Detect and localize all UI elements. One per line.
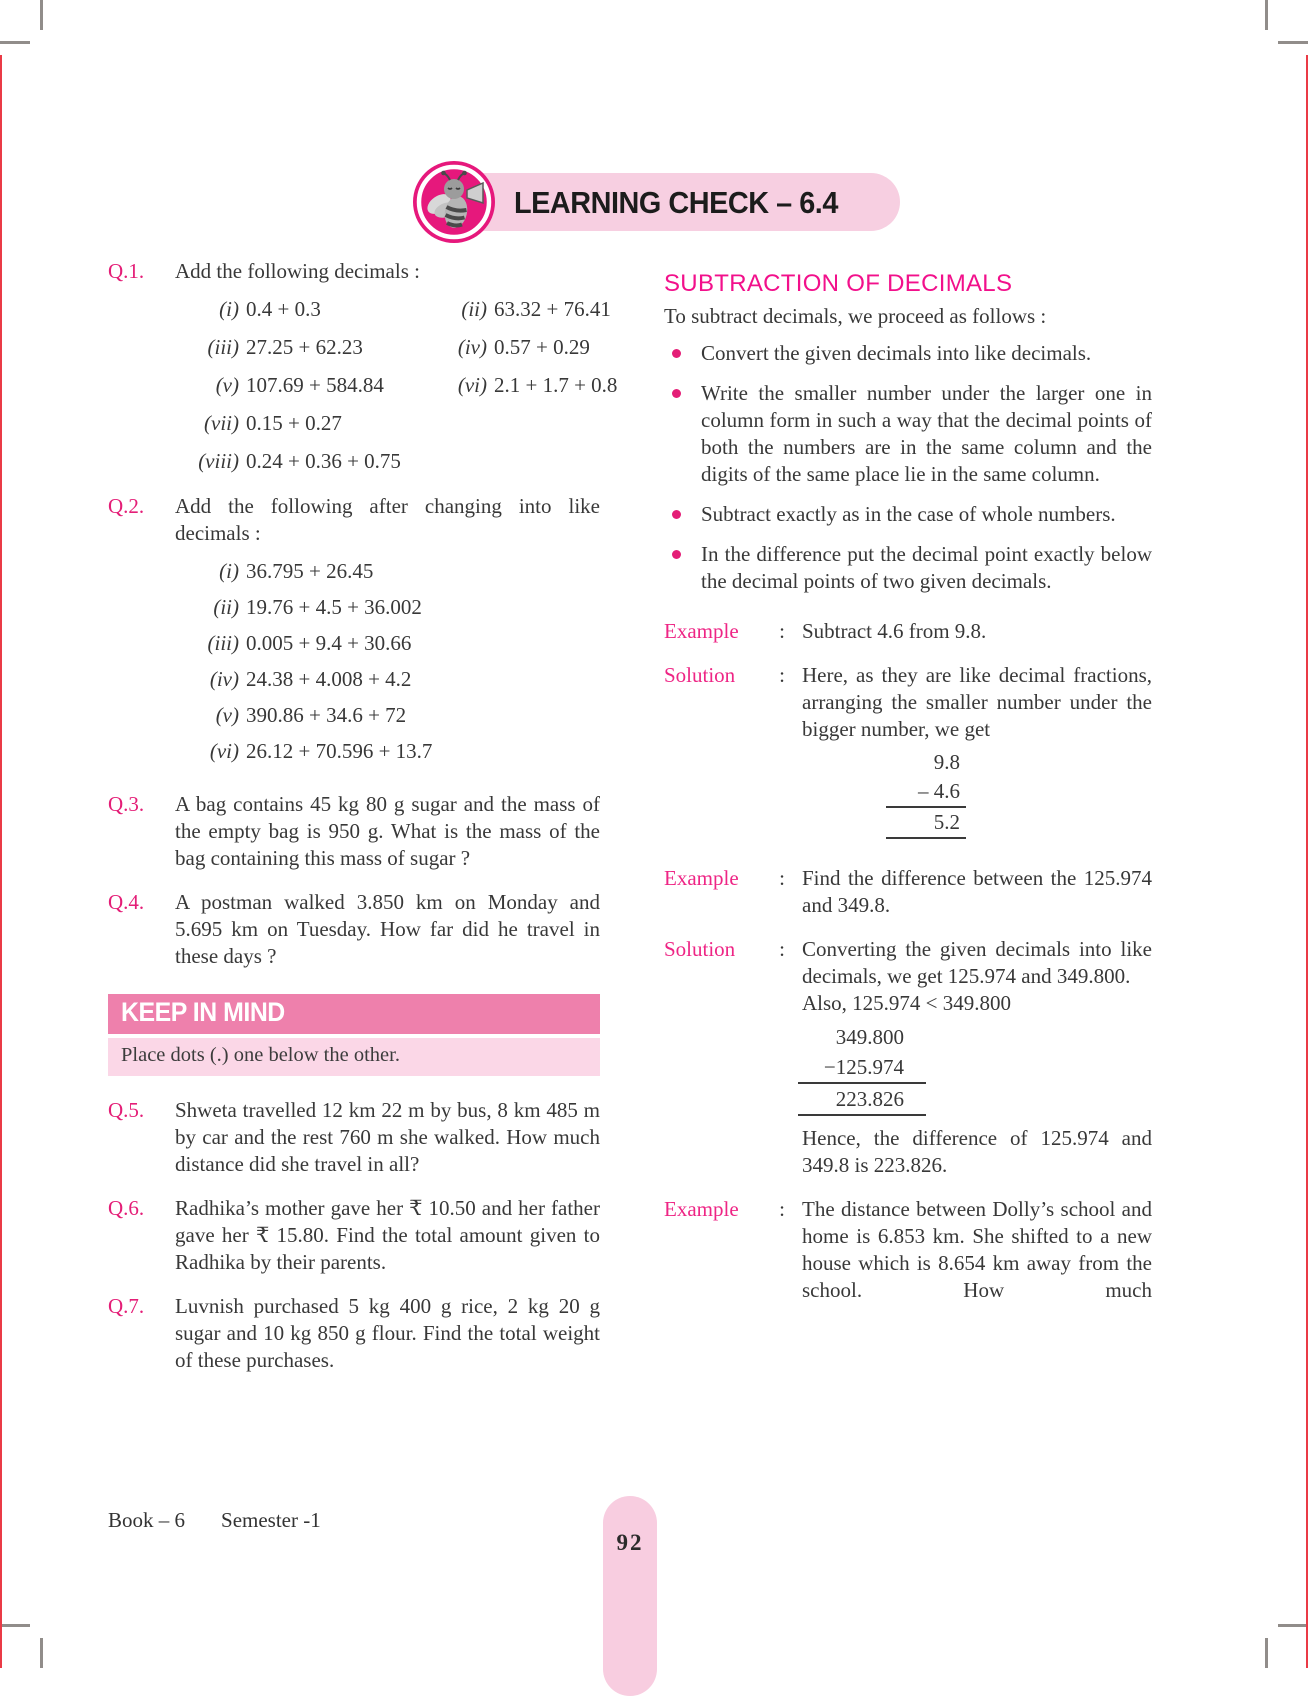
list-item: (ii) 63.32 + 76.41 <box>461 297 611 321</box>
learning-check-banner <box>412 160 900 244</box>
footer-book: Book – 6 <box>108 1508 186 1532</box>
crop-mark <box>1265 0 1268 30</box>
example-text: The distance between Dolly’s school and home is 6.853 km. She shifted to a new house which is 8.654 km away from the school. How much <box>802 1197 1152 1302</box>
question-3 <box>108 791 600 872</box>
keep-in-mind-header <box>108 994 600 1034</box>
list-item: (iv) 24.38 + 4.008 + 4.2 <box>209 667 412 691</box>
question-text: Add the following after changing into like decimals : <box>175 494 600 545</box>
list-item: (ii) 19.76 + 4.5 + 36.002 <box>213 595 422 619</box>
crop-mark <box>40 0 43 30</box>
colon: : <box>779 619 785 643</box>
crop-mark <box>0 41 30 44</box>
footer-semester: Semester -1 <box>221 1508 321 1532</box>
list-item: Convert the given decimals into like decimals. <box>664 340 1152 367</box>
question-text: A bag contains 45 kg 80 g sugar and the mass of the empty bag is 950 g. What is the mass of the bag containing this mass of sugar ? <box>175 792 600 870</box>
example-row <box>664 618 1152 645</box>
question-label: Q.5. <box>108 1098 145 1122</box>
left-column <box>108 258 618 1391</box>
section-banner <box>446 173 900 231</box>
list-item: Write the smaller number under the larger one in column form in such a way that the decimal points of both the numbers are in the same column and the digits of the same place lie in the same column. <box>664 380 1152 488</box>
example-row <box>664 1196 1152 1304</box>
section-intro: To subtract decimals, we proceed as follows : <box>664 304 1047 328</box>
question-label: Q.1. <box>108 259 145 283</box>
solution-row <box>664 936 1152 1179</box>
section-banner-title: LEARNING CHECK – 6.4 <box>514 184 838 220</box>
list-item: (i) 0.4 + 0.3 <box>219 297 321 321</box>
page-number: 92 <box>616 1530 644 1555</box>
bullet-list <box>664 340 1152 595</box>
solution-label: Solution <box>664 937 736 961</box>
crop-mark <box>1265 1638 1268 1668</box>
bullet-icon <box>672 349 681 358</box>
keep-in-mind-title: KEEP IN MIND <box>121 997 285 1027</box>
question-1 <box>108 258 618 476</box>
example-label: Example <box>664 866 739 890</box>
bullet-icon <box>672 389 681 398</box>
question-text: Radhika’s mother gave her ₹ 10.50 and her father gave her ₹ 15.80. Find the total amount given to Radhika by their parents. <box>175 1196 600 1274</box>
question-label: Q.4. <box>108 890 145 914</box>
keep-in-mind-box <box>108 994 600 1076</box>
solution-label: Solution <box>664 663 736 687</box>
conclusion-text: Hence, the difference of 125.974 and 349.8 is 223.826. <box>802 1126 1152 1177</box>
example-row <box>664 865 1152 919</box>
comparison-line: Also, 125.974 < 349.800 <box>802 991 1012 1015</box>
colon: : <box>779 663 785 687</box>
question-5 <box>108 1097 600 1178</box>
list-item: (vii) 0.15 + 0.27 <box>204 411 342 435</box>
question-4 <box>108 889 600 970</box>
list-item: (vi) 2.1 + 1.7 + 0.8 <box>457 373 618 397</box>
list-item: (v) 107.69 + 584.84 <box>215 373 384 397</box>
list-item: (iii) 0.005 + 9.4 + 30.66 <box>207 631 412 655</box>
right-column <box>664 270 1152 1321</box>
subtrahend: – 4.6 <box>886 777 966 808</box>
list-item: (iv) 0.57 + 0.29 <box>457 335 590 359</box>
subtraction-working <box>886 748 966 839</box>
difference: 223.826 <box>798 1084 926 1116</box>
colon: : <box>779 937 785 961</box>
keep-in-mind-note: Place dots (.) one below the other. <box>108 1038 600 1076</box>
question-6 <box>108 1195 600 1276</box>
crop-mark <box>40 1638 43 1668</box>
list-item: (viii) 0.24 + 0.36 + 0.75 <box>198 449 401 473</box>
list-item: Subtract exactly as in the case of whole numbers. <box>664 501 1152 528</box>
q2-items <box>175 558 600 765</box>
question-label: Q.2. <box>108 494 145 518</box>
solution-text: Converting the given decimals into like decimals, we get 125.974 and 349.800. <box>802 937 1152 988</box>
list-item: (iii) 27.25 + 62.23 <box>207 335 363 359</box>
list-item: (vi) 26.12 + 70.596 + 13.7 <box>209 739 433 763</box>
bee-mascot-icon <box>412 160 496 244</box>
example-label: Example <box>664 1197 739 1221</box>
crop-mark <box>1278 1624 1308 1627</box>
solution-text: Here, as they are like decimal fractions, arranging the smaller number under the bigger number, we get <box>802 663 1152 741</box>
list-item: (i) 36.795 + 26.45 <box>219 559 374 583</box>
difference: 5.2 <box>886 808 966 839</box>
colon: : <box>779 866 785 890</box>
bullet-icon <box>672 550 681 559</box>
list-item: In the difference put the decimal point exactly below the decimal points of two given decimals. <box>664 541 1152 595</box>
colon: : <box>779 1197 785 1221</box>
crop-mark <box>0 1624 30 1627</box>
footer <box>108 1507 321 1534</box>
page-number-pill <box>603 1496 657 1696</box>
subtrahend: −125.974 <box>798 1052 926 1084</box>
subtraction-working <box>798 1022 926 1116</box>
question-text: A postman walked 3.850 km on Monday and 5.695 km on Tuesday. How far did he travel in these days ? <box>175 890 600 968</box>
question-label: Q.6. <box>108 1196 145 1220</box>
question-label: Q.3. <box>108 792 145 816</box>
question-2 <box>108 493 600 774</box>
section-heading: SUBTRACTION OF DECIMALS <box>664 270 1013 297</box>
minuend: 9.8 <box>933 750 960 774</box>
bleed-line <box>0 55 2 1668</box>
solution-row <box>664 662 1152 848</box>
crop-mark <box>1278 41 1308 44</box>
question-text: Shweta travelled 12 km 22 m by bus, 8 km 485 m by car and the rest 760 m she walked. How much distance did she travel in all? <box>175 1098 600 1176</box>
question-label: Q.7. <box>108 1294 145 1318</box>
q1-items <box>175 296 617 475</box>
minuend: 349.800 <box>835 1025 904 1049</box>
example-text: Subtract 4.6 from 9.8. <box>802 619 987 643</box>
example-label: Example <box>664 619 739 643</box>
list-item: (v) 390.86 + 34.6 + 72 <box>215 703 407 727</box>
question-7 <box>108 1293 600 1374</box>
question-text: Add the following decimals : <box>175 259 420 283</box>
bullet-icon <box>672 510 681 519</box>
question-text: Luvnish purchased 5 kg 400 g rice, 2 kg 20 g sugar and 10 kg 850 g flour. Find the total weight of these purchases. <box>175 1294 600 1372</box>
example-text: Find the difference between the 125.974 and 349.8. <box>802 866 1152 917</box>
